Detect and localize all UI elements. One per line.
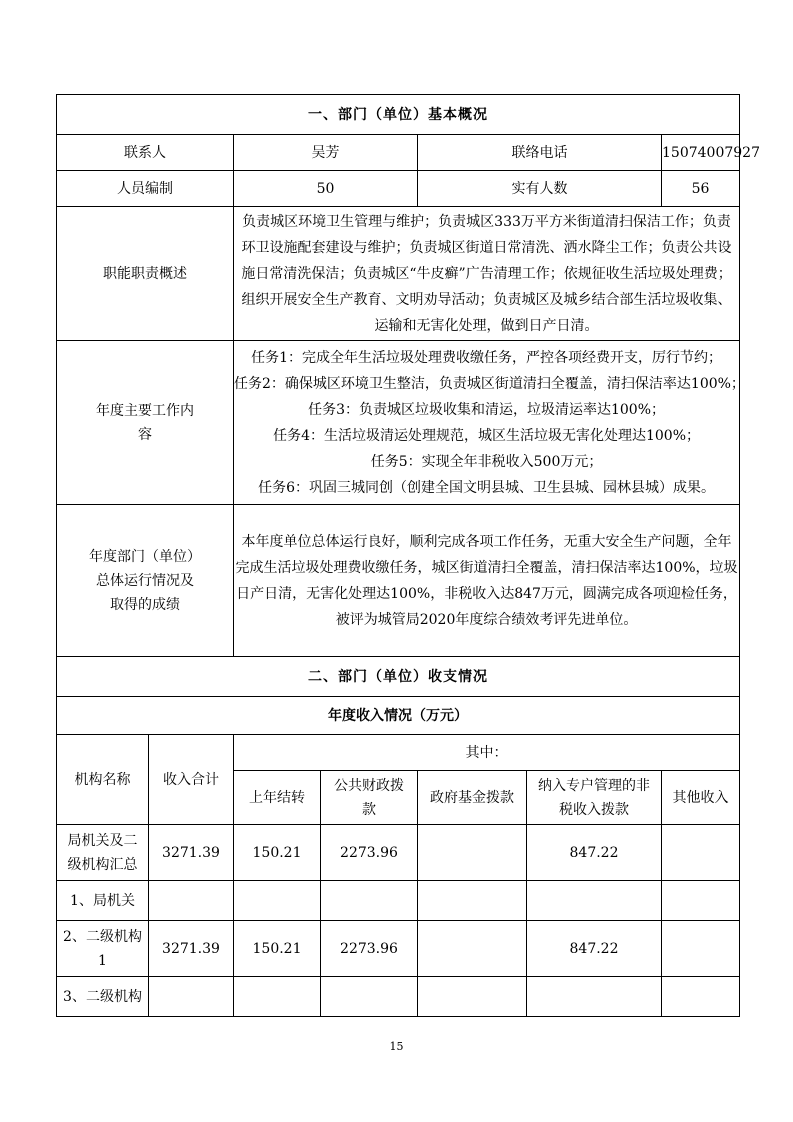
results-text: 本年度单位总体运行良好，顺利完成各项工作任务，无重大安全生产问题，全年 完成生活垃圾处理费收缴任务，城区街道清扫全覆盖，清扫保洁率达100%，垃圾 日产日清，无害化处理达100%，非税收入达847万元，圆满完成各项迎检任务， 被评为城管局2020年度综合绩效考评先进单位。: [234, 505, 740, 657]
row-prev: 150.21: [234, 825, 321, 881]
header-total: 收入合计: [149, 735, 234, 825]
row-public: 2273.96: [321, 825, 418, 881]
page-number: 15: [389, 1040, 404, 1053]
income-subtitle: 年度收入情况（万元）: [57, 697, 740, 735]
tasks-text: 任务1：完成全年生活垃圾处理费收缴任务，严控各项经费开支，厉行节约； 任务2：确保城区环境卫生整洁，负责城区街道清扫全覆盖，清扫保洁率达100%； 任务3：负责城区垃圾收集和清运，垃圾清运率达100%； 任务4：生活垃圾清运处理规范，城区生活垃圾无害化处理达100%； 任务5：实现全年非税收入500万元； 任务6：巩固三城同创（创建全国文明县城、卫生县城、园林县城）成果。: [234, 341, 740, 505]
phone-value: 15074007927: [662, 135, 740, 171]
row-nontax: [527, 977, 662, 1017]
row-other: [662, 921, 740, 977]
section1-title: 一、部门（单位）基本概况: [57, 95, 740, 135]
row-total: [149, 977, 234, 1017]
row-nontax: 847.22: [527, 921, 662, 977]
row-public: 2273.96: [321, 921, 418, 977]
row-public: [321, 977, 418, 1017]
header-of-which: 其中：: [234, 735, 740, 771]
row-gov: [418, 825, 527, 881]
row-name: 1、局机关: [57, 881, 149, 921]
results-label: 年度部门（单位） 总体运行情况及 取得的成绩: [57, 505, 234, 657]
table-row: [57, 977, 740, 1017]
contact-label: 联系人: [57, 135, 234, 171]
row-other: [662, 977, 740, 1017]
row-prev: [234, 977, 321, 1017]
row-other: [662, 825, 740, 881]
actual-staff-value: 56: [662, 171, 740, 207]
actual-staff-label: 实有人数: [418, 171, 662, 207]
row-prev: 150.21: [234, 921, 321, 977]
row-name: 3、二级机构: [57, 977, 149, 1017]
header-prev-balance: 上年结转: [234, 771, 321, 825]
header-org-name: 机构名称: [57, 735, 149, 825]
row-name: 2、二级机构 1: [57, 921, 149, 977]
table-row: [57, 921, 740, 977]
document-table: [56, 94, 760, 1017]
row-gov: [418, 977, 527, 1017]
row-total: 3271.39: [149, 825, 234, 881]
row-nontax: 847.22: [527, 825, 662, 881]
staff-quota-label: 人员编制: [57, 171, 234, 207]
table-row: [57, 825, 740, 881]
tasks-label: 年度主要工作内 容: [57, 341, 234, 505]
row-nontax: [527, 881, 662, 921]
row-name: 局机关及二 级机构汇总: [57, 825, 149, 881]
header-other: 其他收入: [662, 771, 740, 825]
table-row: [57, 881, 740, 921]
duties-label: 职能职责概述: [57, 207, 234, 341]
row-prev: [234, 881, 321, 921]
phone-label: 联络电话: [418, 135, 662, 171]
staff-quota-value: 50: [234, 171, 418, 207]
header-nontax: 纳入专户管理的非 税收入拨款: [527, 771, 662, 825]
row-gov: [418, 921, 527, 977]
row-public: [321, 881, 418, 921]
row-total: 3271.39: [149, 921, 234, 977]
contact-value: 吴芳: [234, 135, 418, 171]
row-total: [149, 881, 234, 921]
duties-text: 负责城区环境卫生管理与维护；负责城区333万平方米街道清扫保洁工作；负责 环卫设施配套建设与维护；负责城区街道日常清洗、洒水降尘工作；负责公共设 施日常清洗保洁；负责城区“牛皮癣”广告清理工作；依规征收生活垃圾处理费； 组织开展安全生产教育、文明劝导活动；负责城区及城乡结合部生活垃圾收集、 运输和无害化处理，做到日产日清。: [234, 207, 740, 341]
header-public-finance: 公共财政拨 款: [321, 771, 418, 825]
row-gov: [418, 881, 527, 921]
section2-title: 二、部门（单位）收支情况: [57, 657, 740, 697]
row-other: [662, 881, 740, 921]
header-gov-fund: 政府基金拨款: [418, 771, 527, 825]
